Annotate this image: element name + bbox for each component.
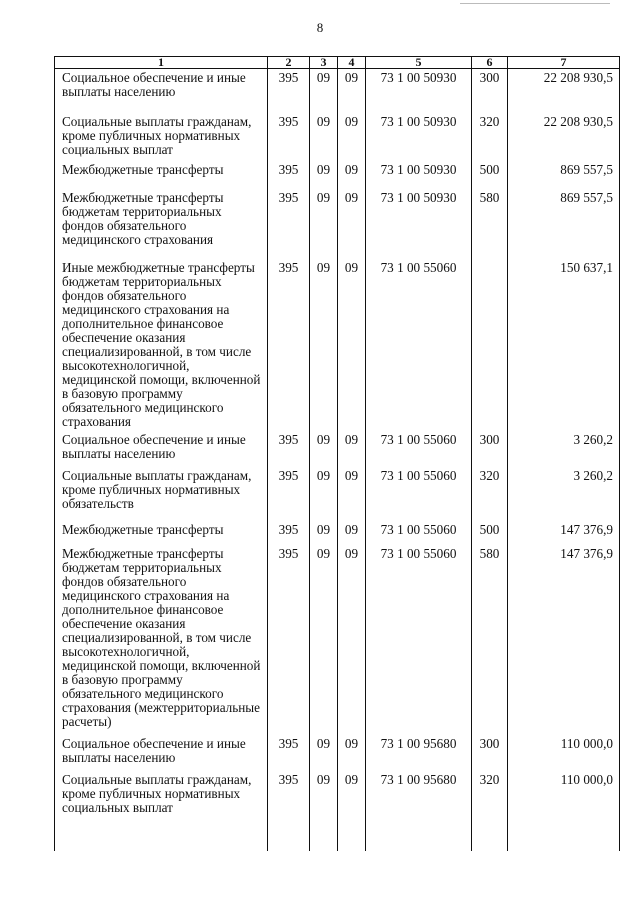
col-header-7: 7	[508, 57, 620, 69]
col-header-2: 2	[268, 57, 310, 69]
col-header-3: 3	[310, 57, 338, 69]
row-c5: 73 1 00 50930	[366, 161, 472, 189]
page-number: 8	[316, 20, 324, 35]
row-c4: 09	[338, 161, 366, 189]
row-c6: 500	[472, 161, 508, 189]
table-row	[55, 259, 620, 431]
row-c5: 73 1 00 55060	[366, 545, 472, 735]
row-c5: 73 1 00 55060	[366, 467, 472, 521]
row-c2: 395	[268, 431, 310, 467]
row-name: Межбюджетные трансферты	[55, 161, 268, 189]
row-c6: 580	[472, 545, 508, 735]
row-c3: 09	[310, 521, 338, 545]
row-c6: 320	[472, 467, 508, 521]
table-row	[55, 545, 620, 735]
table-row	[55, 431, 620, 467]
row-c7: 110 000,0	[508, 735, 620, 771]
row-name: Социальное обеспечение и иные выплаты населению	[55, 735, 268, 771]
row-c2: 395	[268, 113, 310, 161]
row-name: Межбюджетные трансферты бюджетам территориальных фондов обязательного медицинского страхования	[55, 189, 268, 259]
row-c7: 869 557,5	[508, 161, 620, 189]
row-name: Социальные выплаты гражданам, кроме публичных нормативных обязательств	[55, 467, 268, 521]
row-c3: 09	[310, 735, 338, 771]
row-c6: 320	[472, 113, 508, 161]
row-c5: 73 1 00 55060	[366, 431, 472, 467]
table-row	[55, 189, 620, 259]
row-c2: 395	[268, 771, 310, 851]
row-c4: 09	[338, 735, 366, 771]
row-c7: 22 208 930,5	[508, 69, 620, 113]
row-c5: 73 1 00 55060	[366, 259, 472, 431]
row-c6: 300	[472, 431, 508, 467]
col-header-6: 6	[472, 57, 508, 69]
row-c4: 09	[338, 467, 366, 521]
row-c5: 73 1 00 50930	[366, 69, 472, 113]
top-rule	[460, 3, 610, 4]
row-c7: 3 260,2	[508, 431, 620, 467]
row-c3: 09	[310, 259, 338, 431]
row-c7: 110 000,0	[508, 771, 620, 851]
row-c6: 500	[472, 521, 508, 545]
row-c4: 09	[338, 189, 366, 259]
row-c5: 73 1 00 50930	[366, 189, 472, 259]
table-row	[55, 69, 620, 113]
budget-table	[54, 56, 620, 851]
row-name: Социальные выплаты гражданам, кроме публичных нормативных социальных выплат	[55, 113, 268, 161]
row-c2: 395	[268, 545, 310, 735]
row-c7: 869 557,5	[508, 189, 620, 259]
row-name: Межбюджетные трансферты бюджетам территориальных фондов обязательного медицинского страхования на дополнительное финансовое обеспечение оказания специализированной, в том числе высокотехнологичной, медицинской помощи, включенной в базовую программу обязательного медицинского страхования (межтерриториальные расчеты)	[55, 545, 268, 735]
table-row	[55, 771, 620, 851]
row-c5: 73 1 00 95680	[366, 735, 472, 771]
row-c7: 22 208 930,5	[508, 113, 620, 161]
row-c7: 147 376,9	[508, 521, 620, 545]
row-c5: 73 1 00 55060	[366, 521, 472, 545]
col-header-1: 1	[55, 57, 268, 69]
row-c4: 09	[338, 521, 366, 545]
row-name: Социальное обеспечение и иные выплаты населению	[55, 431, 268, 467]
table-row	[55, 521, 620, 545]
row-c2: 395	[268, 69, 310, 113]
row-c3: 09	[310, 771, 338, 851]
row-c4: 09	[338, 69, 366, 113]
row-c2: 395	[268, 467, 310, 521]
header-row	[55, 57, 620, 69]
row-name: Социальное обеспечение и иные выплаты населению	[55, 69, 268, 113]
row-c3: 09	[310, 189, 338, 259]
row-c2: 395	[268, 735, 310, 771]
row-c6: 300	[472, 735, 508, 771]
row-name: Социальные выплаты гражданам, кроме публичных нормативных социальных выплат	[55, 771, 268, 851]
row-c6: 300	[472, 69, 508, 113]
row-c3: 09	[310, 113, 338, 161]
row-c3: 09	[310, 545, 338, 735]
row-c4: 09	[338, 545, 366, 735]
table-row	[55, 113, 620, 161]
col-header-5: 5	[366, 57, 472, 69]
row-c7: 147 376,9	[508, 545, 620, 735]
row-c4: 09	[338, 113, 366, 161]
table-row	[55, 735, 620, 771]
row-c2: 395	[268, 189, 310, 259]
row-c2: 395	[268, 161, 310, 189]
row-c4: 09	[338, 431, 366, 467]
row-c3: 09	[310, 431, 338, 467]
row-c5: 73 1 00 95680	[366, 771, 472, 851]
row-c4: 09	[338, 259, 366, 431]
row-name: Межбюджетные трансферты	[55, 521, 268, 545]
row-c3: 09	[310, 161, 338, 189]
row-c6	[472, 259, 508, 431]
table-row	[55, 161, 620, 189]
row-c2: 395	[268, 521, 310, 545]
row-c3: 09	[310, 69, 338, 113]
row-c2: 395	[268, 259, 310, 431]
row-c7: 3 260,2	[508, 467, 620, 521]
col-header-4: 4	[338, 57, 366, 69]
row-name: Иные межбюджетные трансферты бюджетам территориальных фондов обязательного медицинского страхования на дополнительное финансовое обеспечение оказания специализированной, в том числе высокотехнологичной, медицинской помощи, включенной в базовую программу обязательного медицинского страхования	[55, 259, 268, 431]
row-c5: 73 1 00 50930	[366, 113, 472, 161]
row-c3: 09	[310, 467, 338, 521]
row-c6: 580	[472, 189, 508, 259]
row-c7: 150 637,1	[508, 259, 620, 431]
table-row	[55, 467, 620, 521]
row-c6: 320	[472, 771, 508, 851]
row-c4: 09	[338, 771, 366, 851]
